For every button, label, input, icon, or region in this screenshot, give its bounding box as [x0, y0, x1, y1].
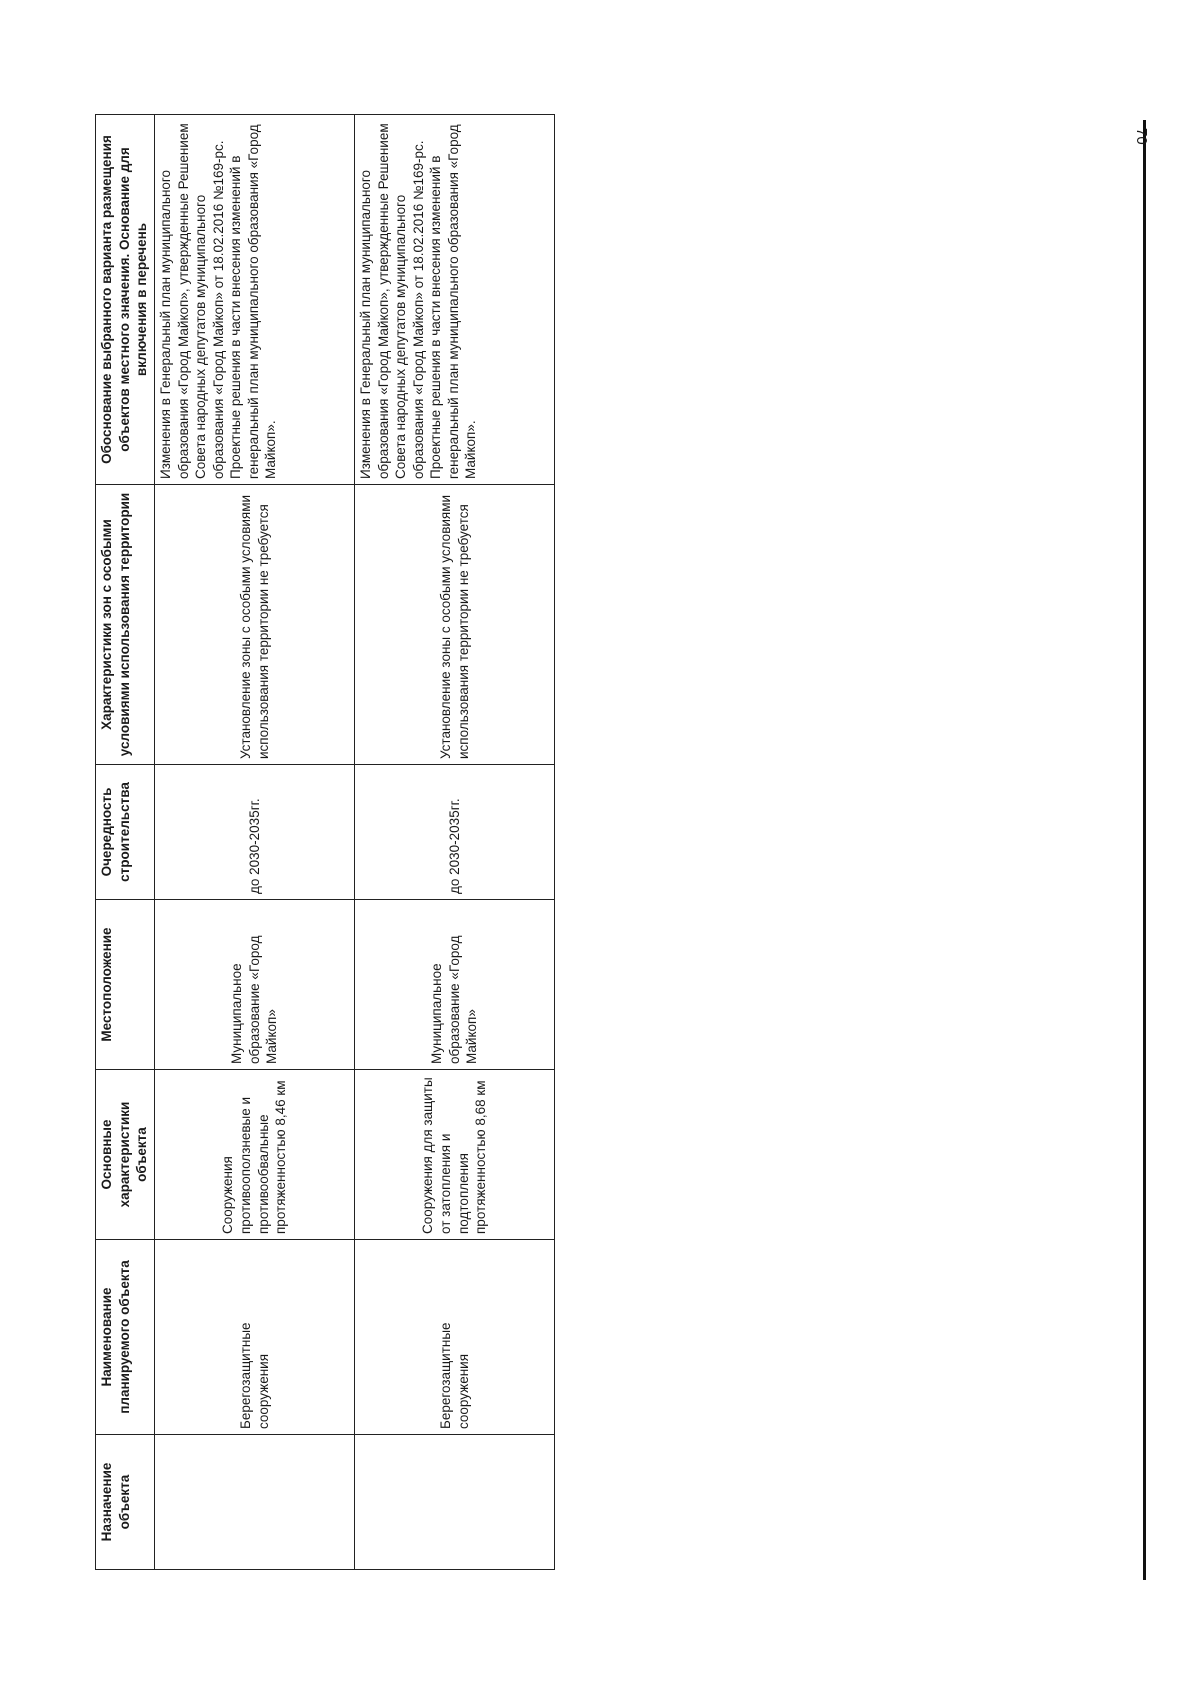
header-basis: Обоснование выбранного варианта размещения объектов местного значения. Основание для включения в перечень — [96, 115, 155, 485]
header-zones: Характеристики зон с особыми условиями использования территории — [96, 485, 155, 765]
header-characteristics: Основные характеристики объекта — [96, 1070, 155, 1240]
header-row — [96, 115, 155, 1570]
page-number: 70 — [1133, 128, 1150, 145]
cell-location: Муниципальное образование «Город Майкоп» — [355, 900, 555, 1070]
rotated-table-container — [95, 115, 555, 1570]
cell-zones: Установление зоны с особыми условиями использования территории не требуется — [355, 485, 555, 765]
header-name: Наименование планируемого объекта — [96, 1240, 155, 1435]
header-location: Местоположение — [96, 900, 155, 1070]
cell-basis: Изменения в Генеральный план муниципального образования «Город Майкоп», утвержденные Решением Совета народных депутатов муниципального образования «Город Майкоп» от 18.02.2016 №169-рс. Проектные решения в части внесения изменений в генеральный план муниципального образования «Город Майкоп». — [355, 115, 555, 485]
table-row — [155, 115, 355, 1570]
cell-stage: до 2030-2035гг. — [355, 765, 555, 900]
objects-table — [95, 114, 555, 1570]
header-stage: Очередность строительства — [96, 765, 155, 900]
cell-name: Берегозащитные сооружения — [355, 1240, 555, 1435]
cell-location: Муниципальное образование «Город Майкоп» — [155, 900, 355, 1070]
cell-purpose — [155, 1435, 355, 1570]
cell-name: Берегозащитные сооружения — [155, 1240, 355, 1435]
cell-stage: до 2030-2035гг. — [155, 765, 355, 900]
cell-zones: Установление зоны с особыми условиями использования территории не требуется — [155, 485, 355, 765]
cell-purpose — [355, 1435, 555, 1570]
page-border-line — [1143, 120, 1146, 1580]
cell-characteristics: Сооружения противооползневые и противообвальные протяженностью 8,46 км — [155, 1070, 355, 1240]
table-row — [355, 115, 555, 1570]
cell-basis: Изменения в Генеральный план муниципального образования «Город Майкоп», утвержденные Решением Совета народных депутатов муниципального образования «Город Майкоп» от 18.02.2016 №169-рс. Проектные решения в части внесения изменений в генеральный план муниципального образования «Город Майкоп». — [155, 115, 355, 485]
cell-characteristics: Сооружения для защиты от затопления и подтопления протяженностью 8,68 км — [355, 1070, 555, 1240]
header-purpose: Назначение объекта — [96, 1435, 155, 1570]
